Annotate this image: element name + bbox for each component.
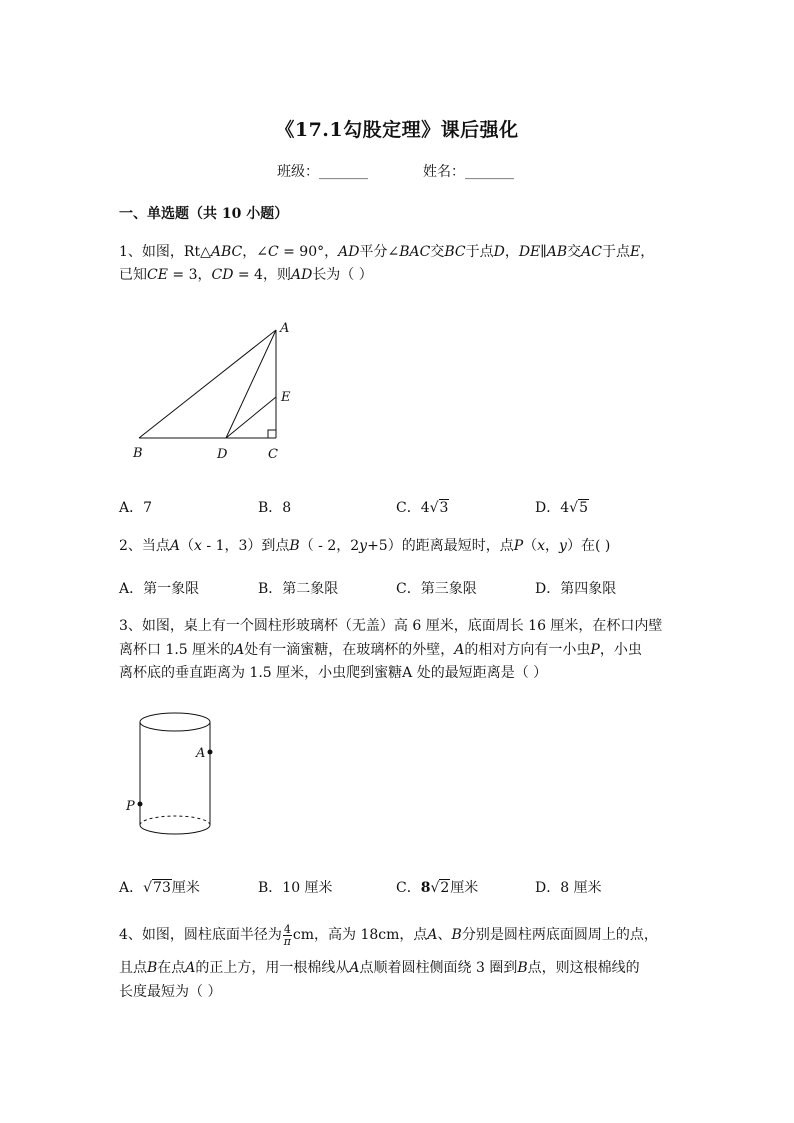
q4-line2: 且点B在点A的正上方，用一根棉线从A点顺着圆柱侧面绕 3 圈到B点，则这根棉线的 (119, 960, 640, 976)
page-title: 《17.1勾股定理》课后强化 (275, 119, 519, 141)
q2-text: 2、当点A（x - 1，3）到点B（ - 2，2y+5）的距离最短时，点P（x，y）在( ) (119, 538, 611, 554)
label-p: P (126, 799, 135, 814)
q1-option-c: C．4√3 (396, 500, 449, 516)
q2-option-c: C．第三象限 (396, 581, 477, 597)
q3-cylinder-figure (118, 705, 228, 845)
cylinder-bottom-back (140, 816, 210, 825)
q4-line3: 长度最短为（ ） (119, 984, 222, 1000)
point-p (138, 802, 143, 807)
section-heading: 一、单选题（共 10 小题） (119, 206, 289, 222)
q2-option-d: D．第四象限 (535, 581, 617, 597)
label-e: E (281, 390, 291, 405)
q3-option-a: A．√73厘米 (119, 880, 200, 896)
q4-line1: 4、如图，圆柱底面半径为 $\frac{4}{\pi}$ cm，高为 18cm，点A、B分别是圆柱两底面圆周上的点， (119, 922, 658, 948)
class-label: 班级： (277, 164, 319, 180)
q1-line1: 1、如图，Rt△ABC，∠C = 90°，AD平分∠BAC交BC于点D，DE∥AB交AC于点E， (119, 244, 655, 260)
q1-triangle-figure (125, 315, 305, 465)
label-a: A (280, 321, 290, 336)
segment-ba (139, 330, 276, 438)
label-b: B (133, 446, 143, 461)
q1-option-d: D．4√5 (535, 500, 588, 516)
q1-option-b: B．8 (258, 500, 292, 516)
label-c: C (268, 447, 278, 462)
q3-option-d: D．8 厘米 (535, 880, 602, 896)
label-a: A (196, 746, 206, 761)
label-d: D (217, 447, 228, 462)
q2-option-a: A．第一象限 (119, 581, 200, 597)
fraction-4-over-pi: $\frac{4}{\pi}$ (283, 922, 292, 948)
name-field (423, 163, 514, 181)
q3-line3: 离杯底的垂直距离为 1.5 厘米，小虫爬到蜜糖A 处的最短距离是（ ） (119, 665, 548, 681)
segment-da (226, 330, 276, 438)
q2-option-b: B．第二象限 (258, 581, 339, 597)
name-label: 姓名： (423, 164, 465, 180)
q3-option-c: C．8√2厘米 (396, 880, 479, 896)
class-blank: _______ (319, 164, 368, 180)
q1-option-a: A．7 (119, 500, 153, 516)
name-blank: _______ (465, 164, 514, 180)
right-angle-mark (268, 430, 276, 438)
q3-line1: 3、如图，桌上有一个圆柱形玻璃杯（无盖）高 6 厘米，底面周长 16 厘米，在杯口内壁 (119, 618, 663, 634)
cylinder-top-ellipse (140, 713, 210, 731)
class-field (277, 163, 368, 181)
point-a (208, 750, 213, 755)
q1-line2: 已知CE = 3，CD = 4，则AD长为（ ） (119, 267, 373, 283)
q3-option-b: B．10 厘米 (258, 880, 333, 896)
cylinder-bottom-front (140, 825, 210, 834)
q3-line2: 离杯口 1.5 厘米的A处有一滴蜜糖，在玻璃杯的外壁，A的相对方向有一小虫P，小虫 (119, 642, 642, 658)
